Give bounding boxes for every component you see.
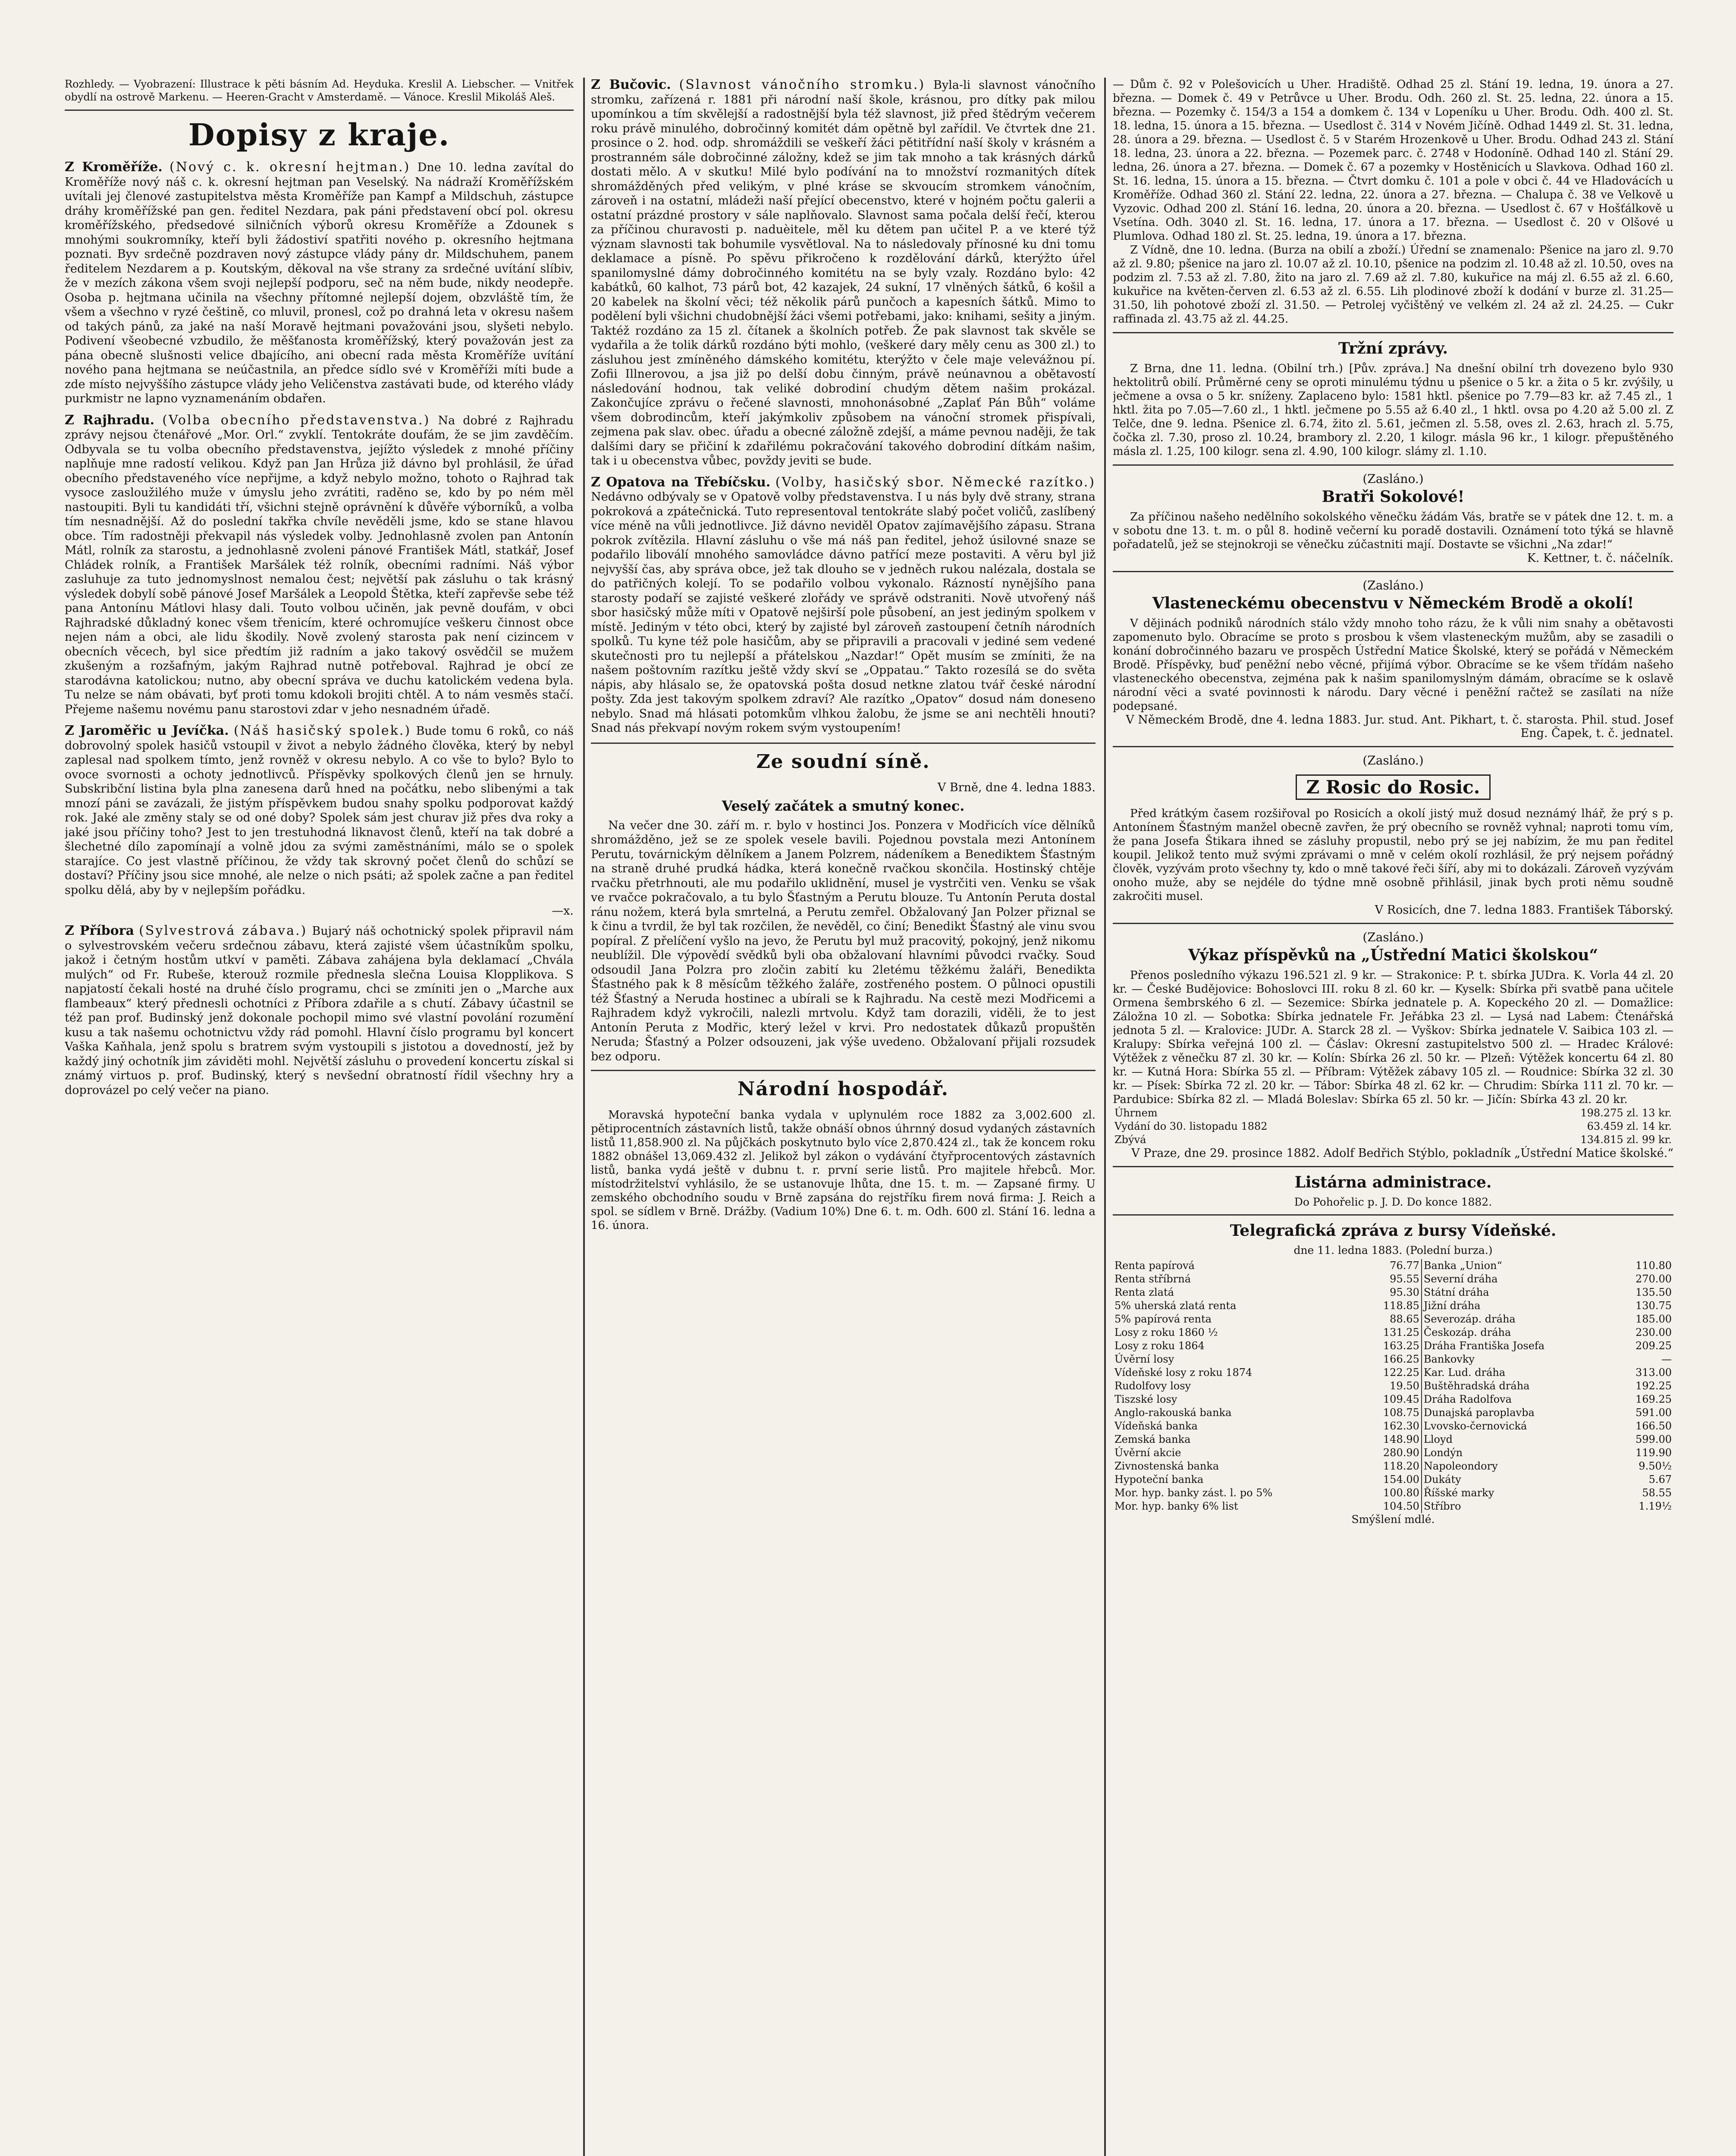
bourse-value: 9.50½ <box>1639 1460 1672 1472</box>
bourse-row <box>1113 1272 1673 1286</box>
section-heading-economy: Národní hospodář. <box>737 1078 949 1100</box>
divider <box>1113 923 1673 924</box>
bourse-value: 19.50 <box>1390 1380 1419 1392</box>
contents-line: Rozhledy. — Vyobrazení: Illustrace k pěti básním Ad. Heyduka. Kreslil A. Liebscher. — Vnitřek obydlí na ostrově Markenu. — Heeren-Gracht v Amsterdamě. — Vánoce. Kreslil Mikoláš Aleš. <box>65 78 574 103</box>
bourse-row <box>1113 1420 1673 1433</box>
bourse-name: Hypoteční banka <box>1114 1473 1204 1485</box>
section-heading-listarna: Listárna administrace. <box>1294 1173 1492 1191</box>
bourse-name: Vídeňské losy z roku 1874 <box>1114 1366 1253 1379</box>
zaslano-label: (Zasláno.) <box>1362 930 1424 944</box>
notice-text: Před krátkým časem rozšiřoval po Rosicích a okolí jistý muž dosud neznámý lhář, že prý s p. Antonínem Šťastným manžel obecně zavřen, že prý obecního se rovněž vyhnal; naproti tomu vím, že pana Josefa Štikara ihned se zásluhy propustil, nebo prý se jej nabízim, že mu pan ředitel koupil. Jelikož tento muž svými zprávami o mně v celém okolí rozhlásil, že prý nejsem pořádný člověk, vyzývám proto všechny ty, kdo o mně takové řeči šíří, aby mi to dokázali. Zároveň vyzývám onoho muže, aby se nejdéle do týdne mně osobně přihlásil, jinak bych proti němu soudně zakročiti musel. <box>1113 807 1673 903</box>
total-value: 63.459 zl. 14 kr. <box>1587 1120 1672 1132</box>
bourse-name: Tiszské losy <box>1114 1393 1177 1405</box>
bourse-name: Severozáp. dráha <box>1422 1313 1613 1326</box>
divider <box>591 1070 1096 1071</box>
article-bucovice <box>591 78 1096 468</box>
bourse-value: 5.67 <box>1648 1473 1672 1485</box>
bourse-value: 162.30 <box>1383 1420 1419 1432</box>
bourse-date: dne 11. ledna 1883. (Polední burza.) <box>1293 1244 1493 1257</box>
total-label: Vydání do 30. listopadu 1882 <box>1114 1120 1268 1132</box>
total-value: 198.275 zl. 13 kr. <box>1580 1107 1672 1119</box>
total-row <box>1113 1106 1673 1120</box>
bourse-value: 192.25 <box>1636 1380 1672 1392</box>
article-text: Bujarý náš ochotnický spolek připravil nám o sylvestrovském večeru srdečnou zábavu, která zajisté všem účastníkům spolku, jakož i četným hostům utkví v paměti. Zábava zahájena byla deklamací „Chvála mulých“ od Fr. Rubeše, kterouž rozmile přednesla slečna Louisa Klopplikova. S napjatostí čekali hosté na druhé číslo programu, chci se zmíniti jen o „Marche aux flambeaux“ který přednesli ochotníci z Příbora zdařile a s chutí. Zábavy účastnil se též pan prof. Budinský jenž dokonale pochopil mimo své vlastní povolání rozumění kusu a tak našemu ochotnictvu vždy rád pomohl. Hlavní číslo programu byl koncert Vaška Kaňhala, jenž spolu s bratrem svým vystoupili s jistotou a dovedností, jež by každý jiný ochotník jim záviděti mohl. Největší zásluhu o provedení koncertu získal si známý virtuos p. prof. Budinský, který s nevšední obratností řídil všechny hry a doprovázel po celý večer na piano. <box>65 924 574 1097</box>
bourse-name: Vídeňská banka <box>1114 1420 1198 1432</box>
bourse-value: 166.50 <box>1636 1420 1672 1432</box>
bourse-value: 270.00 <box>1636 1273 1672 1285</box>
total-label: Zbývá <box>1114 1134 1146 1146</box>
bourse-value: 209.25 <box>1636 1340 1672 1352</box>
notice-title: Bratři Sokolové! <box>1322 488 1465 506</box>
bourse-value: 185.00 <box>1636 1313 1672 1325</box>
bourse-name: Anglo-rakouská banka <box>1114 1407 1232 1419</box>
bourse-name: Banka „Union“ <box>1422 1259 1613 1272</box>
bourse-name: Státní dráha <box>1422 1286 1613 1299</box>
article-subtitle: (Volby, hasičský sbor. Německé razítko.) <box>775 474 1096 490</box>
divider <box>1113 464 1673 466</box>
bourse-row <box>1113 1326 1673 1339</box>
article-title: Z Kroměříže. <box>65 160 163 175</box>
bourse-value: 122.25 <box>1383 1366 1419 1379</box>
zaslano-label: (Zasláno.) <box>1362 472 1424 486</box>
bourse-value: 100.80 <box>1383 1487 1419 1499</box>
bourse-name: Úvěrní losy <box>1114 1353 1174 1365</box>
bourse-value: 95.30 <box>1390 1286 1419 1298</box>
notice-title: Vlasteneckému obecenstvu v Německém Brodě a okolí! <box>1152 594 1634 612</box>
bourse-name: Severní dráha <box>1422 1272 1613 1286</box>
article-subtitle: (Sylvestrová zábava.) <box>139 923 308 938</box>
bourse-name: Stříbro <box>1422 1500 1613 1513</box>
notice-rosice <box>1113 753 1673 917</box>
divider <box>1113 332 1673 333</box>
bourse-row <box>1113 1460 1673 1473</box>
bourse-row <box>1113 1379 1673 1393</box>
bourse-value: 169.25 <box>1636 1393 1672 1405</box>
notice-matice <box>1113 930 1673 1160</box>
bourse-row <box>1113 1313 1673 1326</box>
bourse-name: Zemská banka <box>1114 1433 1191 1445</box>
article-title: Z Rajhradu. <box>65 412 155 428</box>
bourse-name: Dráha Radolfova <box>1422 1393 1613 1406</box>
bourse-value: 131.25 <box>1383 1326 1419 1338</box>
bourse-name: Říšské marky <box>1422 1486 1613 1500</box>
bourse-row <box>1113 1299 1673 1313</box>
bourse-name: Mor. hyp. banky 6% list <box>1114 1500 1238 1512</box>
divider <box>1113 571 1673 572</box>
column-rule <box>583 78 585 2156</box>
bourse-name: Renta zlatá <box>1114 1286 1174 1298</box>
article-text: Bude tomu 6 roků, co náš dobrovolný spolek hasičů vstoupil v život a nebylo žádného člověka, který by nebyl zaplesal nad spolkem tímto, jenž rovněž v okresu nebylo. A co vše to bylo? Bylo to ovoce svornosti a ochoty jednotlivců. Příspěvky spolkových členů jen se hrnuly. Subskribční listina byla plna zanesena darů hned na počátku, nebo slibenými a tak mnozí páni se zavázali, že jistým příspěvkem budou snahy spolku podporovat každý rok. Jaké ale změny staly se od oné doby? Spolek sám jest churav již přes dva roky a jaké jsou příčiny toho? Jest to jen trestuhodná liknavost členů, kteří na tak dobré a šlechetné dílo zapomínají a volně jdou za svými zaměstnáními, málo se o spolek starajíce. Co jest vlastně příčinou, že vždy tak skrovný počet členů do schůzí se dostaví? Příčiny jsou sice mnohé, ale nelze o nich psáti; až spolek začne a pan ředitel spolku dělá, aby by v nejlepším pořádku. <box>65 724 574 897</box>
bourse-name: Dunajská paroplavba <box>1422 1406 1613 1420</box>
notice-nemecky-brod <box>1113 578 1673 740</box>
article-rajhrad <box>65 413 574 717</box>
bourse-value: 109.45 <box>1383 1393 1419 1405</box>
bourse-name: Losy z roku 1860 ½ <box>1114 1326 1218 1338</box>
bourse-row <box>1113 1486 1673 1500</box>
article-subtitle: (Nový c. k. okresní hejtman.) <box>170 160 411 175</box>
bourse-footer: Smýšlení mdlé. <box>1351 1513 1435 1526</box>
zaslano-label: (Zasláno.) <box>1362 753 1424 768</box>
bourse-value: 280.90 <box>1383 1447 1419 1459</box>
bourse-value: 104.50 <box>1383 1500 1419 1512</box>
notice-signature: V Německém Brodě, dne 4. ledna 1883. Jur. stud. Ant. Pikhart, t. č. starosta. Phil. stud. Josef Eng. Čapek, t. č. jednatel. <box>1126 713 1673 740</box>
article-jaromerice <box>65 724 574 897</box>
article-subtitle: (Volba obecního představenstva.) <box>162 412 430 428</box>
article-subheading: Veselý začátek a smutný konec. <box>722 797 965 814</box>
article-text: Na dobré z Rajhradu zprávy nejsou čtenářové „Mor. Orl.“ zvyklí. Tentokráte doufám, že se jim zavděčím. Odbyvala se tu volba obecního představenstva, jejížto výsledek z mnohé příčiny naplňuje mne radostí velikou. Když pan Jan Hrůza již dávno byl prohlásil, že úřad obecního představeného více nepřijme, a když nebylo možno, tohoto o Rajhrad tak vysoce zasloužilého muže v úmyslu jeho zvrátiti, raděno se, kdo by po ném měl nastoupiti. Byli tu kandidáti tří, všichni stejně oprávnění k důvěře výborníků, a volba tím nesnadnější. Až do poslední takřka chvíle nevěděli jsme, kdo se stane hlavou obce. Tím radostněji překvapil nás výsledek volby. Jednohlasně zvolen pan Antonín Mátl, rolník za starostu, a jednohlasně zvoleni pánové František Mátl, statkář, Josef Chládek rolník, a František Maršálek též rolník, obecními radními. Náš výbor zasluhuje za tuto jednomyslnost nemalou čest; největší pak zásluhu o tak krásný výsledek dobylí sobě pánové Josef Maršálek a Leopold Štětka, kteří zapřevše sebe též pana Antonínu Mátlovi hlasy dali. Touto volbou učiněn, jak pevně doufám, v obci Rajhradské důkladný konec všem třenicím, které ochromujíce veškeru činnost obce nejen nám a obci, ale lidu škodily. Nově zvolený starosta pak není cizincem v obecních věcech, byl sice předtím již radním a jako takový osvědčil se mužem zkušeným a rozšafným, jakým Rajhrad nutně potřeboval. Rajhrad je obcí ze starodávna katolickou; nutno, aby obecní správa ve duchu katolickém vedena byla. Tu nelze se nám obávati, byť proti tomu kdokoli brojiti chtěl. A to nám vesměs stačí. Přejeme našemu novému panu starostovi zdar v jeho nesnadném úřadě. <box>65 414 574 716</box>
bourse-value: 163.25 <box>1383 1340 1419 1352</box>
section-heading-court: Ze soudní síně. <box>756 750 930 773</box>
bourse-name: Renta papírová <box>1114 1260 1195 1272</box>
notice-text: Přenos posledního výkazu 196.521 zl. 9 kr. — Strakonice: P. t. sbírka JUDra. K. Vorla 44 zl. 20 kr. — České Budějovice: Bohoslovci III. roku 8 zl. 60 kr. — Kyselk: Sbírka při svatbě pana učitele Ormena šembrského 6 zl. — Sezemice: Sbírka jednatele p. A. Kopeckého 20 zl. — Domažlice: Záložna 10 zl. — Sobotka: Sbírka jednatele Fr. Jeřábka 23 zl. — Lysá nad Labem: Čtenářská jednota 5 zl. — Kralovice: JUDr. A. Starck 28 zl. — Vyškov: Sbírka jednatele V. Saibica 103 zl. — Kralupy: Sbírka veřejná 100 zl. — Čáslav: Okresní zastupitelstvo 500 zl. — Hradec Králové: Výtěžek z věnečku 87 zl. 30 kr. — Kolín: Sbírka 26 zl. 50 kr. — Plzeň: Výtěžek koncertu 64 zl. 80 kr. — Kutná Hora: Sbírka 55 zl. — Příbram: Výtěžek zábavy 105 zl. — Roudnice: Sbírka 32 zl. 30 kr. — Písek: Sbírka 72 zl. 20 kr. — Tábor: Sbírka 48 zl. 62 kr. — Chrudim: Sbírka 111 zl. 70 kr. — Pardubice: Sbírka 82 zl. — Mladá Boleslav: Sbírka 65 zl. 50 kr. — Jičín: Sbírka 43 zl. 20 kr. <box>1113 969 1673 1106</box>
column-rule <box>1104 78 1106 2156</box>
total-label: Úhrnem <box>1114 1107 1158 1119</box>
notice-text: V dějinách podniků národních stálo vždy mnoho toho rázu, že k vůli nim snahy a obětavosti zapomenuto bylo. Obracíme se proto s prosbou k všem vlasteneckým mužům, aby se zasadili o konání dobročinného bazaru ve prospěch Ústřední Matice Školské, který se pořádá v Německém Brodě. Příspěvky, buď peněžní nebo věcné, přijímá výbor. Obracíme se ke všem třídám našeho vlasteneckého obecenstva, zejména pak k našim spanilomyslným dámám, obracíme se k oslavě národní věci a svaté povinnosti k národu. Dary věcné i peněžní račtež se zasílati na níže podepsané. <box>1113 617 1673 713</box>
article-title: Z Bučovic. <box>591 78 671 92</box>
bourse-value: 166.25 <box>1383 1353 1419 1365</box>
total-row <box>1113 1133 1673 1147</box>
bourse-row <box>1113 1406 1673 1420</box>
bourse-value: 135.50 <box>1636 1286 1672 1298</box>
bourse-name: Bankovky <box>1422 1353 1613 1366</box>
bourse-value: 313.00 <box>1636 1366 1672 1379</box>
bourse-name: Londýn <box>1422 1446 1613 1460</box>
dateline: V Brně, dne 4. ledna 1883. <box>937 780 1096 794</box>
bourse-row <box>1113 1393 1673 1406</box>
divider <box>1113 1166 1673 1167</box>
bourse-value: 599.00 <box>1636 1433 1672 1445</box>
bourse-name: Buštěhradská dráha <box>1422 1379 1613 1393</box>
bourse-name: Zivnostenská banka <box>1114 1460 1219 1472</box>
bourse-name: Kar. Lud. dráha <box>1422 1366 1613 1379</box>
bourse-row <box>1113 1500 1673 1513</box>
bourse-row <box>1113 1286 1673 1299</box>
bourse-value: 95.55 <box>1390 1273 1419 1285</box>
article-text: Byla-li slavnost vánočního stromku, zařízená r. 1881 při národní naší škole, krásnou, pro dítky pak milou upomínkou a tím skvělejší a radostnější byla též slavnost, již před štědrým večerem roku právě minulého, dobročinný komitét dám opětně byl zařídil. Ve čtvrtek dne 21. prosince o 2. hod. odp. shromáždili se veškeří žáci pětitřídní naší školy v krásném a prostranném sále dobročinné záložny, kdež se jim tak mnoho a tak krásných dárků dostati mělo. A v skutku! Milé bylo podívání na to množství rozmanitých dítek shromážděných před velikým, v plné kráse se skvoucím stromkem vánočním, zároveň i na ostatní, mládeži naší přející obecenstvo, které v hojném počtu galerii a ostatní prázdné prostory v sále naplňovalo. Slavnost sama počala delší řečí, kterou za příčinou churavosti p. naduèitele, měl ku dětem pan učitel P. a ve které týž význam slavnosti tak bohumile vysvětloval. Na to následovaly přínosné ku dni tomu deklamace a písně. Po spěvu přikročeno k rozdělování dárků, kterýžto úřel spanilomyslné dámy dobročinného komitétu na se byly vzaly. Rozdáno bylo: 42 kabátků, 60 kalhot, 73 párů bot, 42 kazajek, 24 sukní, 17 vlněných šátků, 6 košil a 20 kabelek na školní věci; též několik párů punčoch a kapesních šátků. Mimo to podělení byli všichni chudobnější žáci všemi potřebami, jako: knihami, sešity a jiným. Taktéž rozdáno za 15 zl. čítanek a školních potřeb. Že pak slavnost tak skvěle se vydařila a že tolik dárků rozdáno býti mohlo, (veškeré dary měly cenu as 300 zl.) to zásluhou jest zmíněného dámského komitétu, kterýžto v čele maje velevážnou pí. Zofii Illnerovou, a jsa již po delší dobu činným, právě neúnavnou a obětavostí následování hodnou, tak veliké dobrodiní chudým dětem našim prokázal. Zakončujíce zprávu o řečené slavnosti, mnohonásobné „Zaplať Pán Bůh“ voláme všem dobrodincům, kteří jakýmkoliv způsobem na vánoční stromek přispívali, zejmena pak slav. obec. úřadu a obecné záložně zdejší, a máme pevnou naději, že tak dalšími dary se přičiní k zdařilému pokračování takového dobrodiní dítkám našim, tak i u obecenstva vůbec, povždy jeviti se bude. <box>591 78 1096 467</box>
bourse-row <box>1113 1446 1673 1460</box>
article-subtitle: (Náš hasičský spolek.) <box>234 723 411 738</box>
notice-title: Výkaz příspěvků na „Ústřední Matici školskou“ <box>1188 946 1598 964</box>
notice-signature: K. Kettner, t. č. náčelník. <box>1527 552 1673 565</box>
divider <box>1113 746 1673 747</box>
article-text: Nedávno odbývaly se v Opatově volby představenstva. I u nás byly dvě strany, strana pokroková a zpátečnická. Tuto representoval tentokráte slabý počet voličů, zaslíbený více méně na vůli jednotlivce. Již dávno neviděl Opatov zajímavějšího zápasu. Strana pokrok zvítězila. Hlavní zásluhu o vše má náš pan ředitel, jehož úsilovné snaze se podařilo liboválí mnohého samovládce dávno patřící meze postaviti. A věru byl již nejvyšší čas, aby správa obce, jež tak dlouho se v jedněch rukou nalézala, dostala se do patřičných kolejí. To se podařilo volbou vykonalo. Rázností nynějšího pana starosty podaří se zajisté veškeré zlořády ve správě odstraniti. Nově utvořený náš sbor hasičský může míti v Opatově nejširší pole působení, an jest jediným spolkem v místě. Jediným v této obci, který by zajisté byl zároveň zastoupení četníh národních spolků. Tu kyne též pole hasičům, aby se připravili a pracovali v jediné sem vedené skutečnosti pro tu nejlepší a přátelskou „Nazdar!“ Opět musím se zmíniti, že na našem poštovním razítku ještě vždy skví se „Oppatau.“ Takto rozesílá se do světa nápis, aby hlásalo se, že opatovská pošta dosud netkne zlatou tvář české národní pošty. Zda jest takovým spolkem zdraví? Ale razítko „Opatov“ dosud nám doneseno nebylo. Snad má hlásati potomkům vlhkou žalobu, že jsme se ani nechtěli hnouti? Snad nás překvapí novým rokem svým vystoupením! <box>591 490 1096 735</box>
bourse-row <box>1113 1433 1673 1446</box>
listarna-text: Do Pohořelic p. J. D. Do konce 1882. <box>1294 1196 1492 1208</box>
bourse-name: Dráha Františka Josefa <box>1422 1339 1613 1353</box>
divider <box>65 110 574 111</box>
article-text: Dne 10. ledna zavítal do Kroměříže nový náš c. k. okresní hejtman pan Veselský. Na nádraží Kroměřížském uvítali jej členové zastupitelstva města Kroměříže pan Kampf a Mildschuh, zástupce dráhy kroměřížské pan gen. ředitel Nezdara, pak páni představení obcí pol. okresu kroměřížského, předsedové silničních výborů okresu Kroměříže a Zdounek s mnohými soukromníky, kteří byli žádostiví spatřiti nového p. okresního hejtmana poznati. Byv srdečně pozdraven nový zástupce vlády pány dr. Mildschuhem, panem ředitelem Nezdarem a p. Koutským, děkoval na vše strany za srdečné uvítání slíbiv, že v mezích zákona všem svoji nejlepší podporu, seč na něm bude, nikdy neodepře. Osoba p. hejtmana učinila na všechny přítomné nejlepší dojem, obzvláště tím, že všem a všechno v ryzé češtině, co mluvil, pronesl, což po drahná leta v okresu našem od takých pánů, za jaké na naší Moravě hejtmani považováni jsou, slyšeti nebylo. Podivení všeobecné vzbudilo, že měšťanosta kroměřížský, který považován jest za pána obecně slušnosti velice dbajícího, ani obecní rada města Kroměříže uvítání nového pana hejtmana se neúčastnila, an předce sídlo své v Kroměříži míti bude a zde místo nejvyššího zástupce vlády jeho Veličenstva zastávati bude, od kterého vlády purkmistr ne lapno vyznamenáním obdařen. <box>65 161 574 405</box>
notice-signature: V Rosicích, dne 7. ledna 1883. František Táborský. <box>1375 903 1673 917</box>
bourse-value: — <box>1661 1353 1672 1365</box>
bourse-name: Napoleondory <box>1422 1460 1613 1473</box>
bourse-value: 130.75 <box>1636 1300 1672 1312</box>
bourse-name: Českozáp. dráha <box>1422 1326 1613 1339</box>
section-heading-dopisy: Dopisy z kraje. <box>188 117 450 153</box>
bourse-table <box>1113 1259 1673 1513</box>
bourse-value: 118.20 <box>1383 1460 1419 1472</box>
bourse-value: 110.80 <box>1636 1260 1672 1272</box>
article-text: Moravská hypoteční banka vydala v uplynulém roce 1882 za 3,002.600 zl. pětiprocentních zástavních listů, takže obnáší obnos úhrnný dosud vydaných zástavních listů 11,858.900 zl. Na půjčkách poskytnuto bylo více 2,870.424 zl., tak že koncem roku 1882 obnášel 13,069.432 zl. Jelikož byl zákon o vydávání čtyřprocentových zástavních listů, banka vydá ještě v dubnu t. r. první serie listů. Pro majitele hřebců. Mor. místodržitelství vyhlásilo, že se ustanovuje lhůta, dne 15. t. m. — Zapsané firmy. U zemského obchodního soudu v Brně zapsána do rejstříku firem nová firma: J. Reich a spol. se sídlem v Brně. Drážby. (Vadium 10%) Dne 6. t. m. Odh. 600 zl. Stání 16. ledna a 16. února. <box>591 1109 1096 1232</box>
article-opatov <box>591 475 1096 736</box>
bourse-name: 5% uherská zlatá renta <box>1114 1300 1237 1312</box>
article-subtitle: (Slavnost vánočního stromku.) <box>679 78 926 92</box>
divider <box>591 743 1096 744</box>
bourse-row <box>1113 1353 1673 1366</box>
bourse-name: Rudolfovy losy <box>1114 1380 1191 1392</box>
article-title: Z Opatova na Třebíčsku. <box>591 474 771 490</box>
article-pribor <box>65 924 574 1097</box>
article-text: Na večer dne 30. září m. r. bylo v hostinci Jos. Ponzera v Modřicích více dělníků shromážděno, jež se ze spolek vesele bavili. Pojednou povstala mezi Antonínem Perutu, továrnickým dělníkem a Janem Polzrem, nádeníkem a Benediktem Šťastným na straně druhé prudká hádka, která konečně rvačkou skončila. Hostinský chtěje rvačku přetrhnouti, ale mu podařilo uklidnění, musel je vystrčiti ven. Venku se však ve rvačce pokračovalo, a tu bylo Šťastným a Perutu blouze. Tu Antonín Peruta dostal ránu nožem, která byla smrtelná, a Perutu zemřel. Obžalovaný Jan Polzer přiznal se k činu a tvrdil, že byl tak rozčilen, že nevěděl, co činí; Benedikt Šťastný ale vinu svou popíral. Z přelíčení vyšlo na jevo, že Perutu byl muž pracovitý, pokojný, jenž nikomu neublížil. Dle výpovědí svědků byli oba obžalovaní hlavními původci rvačky. Soud odsoudil Jana Polzra pro zločin zabití ku 2letému těžkému žaláři, Benedikta Šťastného pak k 8 měsícům těžkého žaláře, zostřeného postem. O půlnoci opustili též Šťastný a Neruda hostinec a ubírali se k Rajhradu. Na cestě mezi Modřicemi a Rajhradem když vykročili, nalezli mrtvolu. Když tam dorazili, viděli, že to jest Antonín Peruta z Modřic, který ležel v krvi. Pro nedostatek důkazů propuštěn Neruda; Šťastný a Polzer odsouzeni, jak výše uvedeno. Obžalovaní přijali rozsudek bez odporu. <box>591 818 1096 1063</box>
notice-title: Z Rosic do Rosic. <box>1296 774 1491 800</box>
notice-sokol <box>1113 472 1673 565</box>
vienna-markets: Z Vídně, dne 10. ledna. (Burza na obilí a zboží.) Úřední se znamenalo: Pšenice na jaro zl. 9.70 až zl. 9.80; pšenice na jaro zl. 10.07 až zl. 10.10, pšenice na podzim zl. 10.48 až zl. 10.50, oves na podzim zl. 7.53 až zl. 7.80, žito na jaro zl. 7.69 až zl. 7.80, kukuřice na máj zl. 6.55 až zl. 6.60, kukuřice na květen-červen zl. 6.53 až zl. 6.55. Lih plodinové zboží k dodání v burze zl. 31.25—31.50, lih pohotové zboží zl. 31.50. — Petrolej vyčištěný ve velkém zl. 24 až zl. 24.25. — Cukr raffinada zl. 43.75 až zl. 44.25. <box>1113 244 1673 326</box>
bourse-name: Úvěrní akcie <box>1114 1447 1181 1459</box>
total-value: 134.815 zl. 99 kr. <box>1580 1134 1672 1146</box>
estate-auctions: — Dům č. 92 v Polešovicích u Uher. Hradiště. Odhad 25 zl. Stání 19. ledna, 19. února a 27. března. — Domek č. 49 v Petrůvce u Uher. Brodu. Odh. 260 zl. St. 25. ledna, 22. února a 15. března. — Pozemky č. 154/3 a 154 a domkem č. 134 v Lopeníku u Uher. Brodu. Odh. 400 zl. St. 18. ledna, 15. února a 15. března. — Usedlost č. 314 v Novém Jičíně. Odhad 1449 zl. St. 31. ledna, 28. února a 29. března. — Usedlost č. 5 v Starém Hrozenkově u Uher. Brodu. Odhad 243 zl. Stání 18. ledna, 23. února a 22. března. — Pozemek parc. č. 2748 v Hodoníně. Odhad 140 zl. Stání 29. ledna, 26. února a 27. března. — Domek č. 67 a pozemky v Hostěnicích u Slavkova. Odhad 160 zl. St. 16. ledna, 15. února a 15. března. — Čtvrt domku č. 101 a pole v obci č. 44 ve Hladovácích u Kroměříže. Odhad 360 zl. Stání 22. ledna, 22. února a 27. března. — Chalupa č. 38 ve Velkově u Vyzovic. Odhad 200 zl. Stání 16. ledna, 20. února a 20. března. — Usedlost č. 67 v Hošťálkově u Vsetína. Odh. 3040 zl. St. 16. ledna, 17. února a 17. března. — Usedlost č. 20 v Olšové u Plumlova. Odhad 180 zl. St. 25. ledna, 19. února a 17. března. <box>1113 78 1673 243</box>
bourse-name: Mor. hyp. banky zást. l. po 5% <box>1114 1487 1273 1499</box>
section-heading-bourse: Telegrafická zpráva z bursy Vídeňské. <box>1230 1222 1557 1240</box>
bourse-value: 119.90 <box>1636 1447 1672 1459</box>
section-heading-markets: Tržní zprávy. <box>1338 339 1448 357</box>
notice-text: Za příčinou našeho nedělního sokolského věnečku žádám Vás, bratře se v pátek dne 12. t. m. a v sobotu dne 13. t. m. o půl 8. hodině večerní ku poradě dostavili. Oznámení toto týká se hlavně pořadatelů, jež se stejnokroji se věnečku zúčastniti mají. Dostavte se všichni „Na zdar!“ <box>1113 511 1673 551</box>
column-left <box>65 78 574 2156</box>
bourse-row <box>1113 1259 1673 1272</box>
bourse-value: 88.65 <box>1390 1313 1419 1325</box>
bourse-value: 76.77 <box>1390 1260 1419 1272</box>
bourse-name: Renta stříbrná <box>1114 1273 1191 1285</box>
bourse-row <box>1113 1339 1673 1353</box>
bourse-value: 148.90 <box>1383 1433 1419 1445</box>
bourse-row <box>1113 1473 1673 1486</box>
bourse-row <box>1113 1366 1673 1379</box>
bourse-value: 230.00 <box>1636 1326 1672 1338</box>
bourse-name: 5% papírová renta <box>1114 1313 1212 1325</box>
article-title: Z Jaroměřic u Jevíčka. <box>65 723 229 738</box>
matice-totals <box>1113 1106 1673 1147</box>
bourse-name: Jižní dráha <box>1422 1299 1613 1313</box>
notice-signature: V Praze, dne 29. prosince 1882. Adolf Bedřich Stýblo, pokladník „Ústřední Matice školské.“ <box>1131 1147 1673 1160</box>
bourse-value: 1.19½ <box>1639 1500 1672 1512</box>
bourse-value: 591.00 <box>1636 1407 1672 1419</box>
total-row <box>1113 1120 1673 1133</box>
bourse-name: Losy z roku 1864 <box>1114 1340 1205 1352</box>
bourse-value: 108.75 <box>1383 1407 1419 1419</box>
bourse-value: 118.85 <box>1383 1300 1419 1312</box>
signature: —x. <box>552 904 574 918</box>
column-middle <box>591 78 1096 2156</box>
market-reports: Z Brna, dne 11. ledna. (Obilní trh.) [Pův. zpráva.] Na dnešní obilní trh dovezeno bylo 930 hektolitrů obilí. Průměrné ceny se oproti minulému týdnu u pšenice o 5 kr. a žita o 5 kr. zvýšily, u ječmene a ovsa o 5 kr. sníženy. Zaplaceno bylo: 1581 hktl. pšenice po 7.79—83 kr. až 7.45 zl., 1 hktl. žita po 7.05—7.60 zl., 1 hktl. ječmene po 5.55 až 6.40 zl., 1 hktl. ovsa po 4.20 až 5.00 zl. Z Telče, dne 9. ledna. Pšenice zl. 6.74, žito zl. 5.61, ječmen zl. 5.58, oves zl. 2.63, hrach zl. 5.75, čočka zl. 7.30, proso zl. 10.24, brambory zl. 2.20, 1 kilogr. másla 96 kr., 1 kilogr. přepuštěného másla zl. 1.25, 100 kilogr. sena zl. 4.90, 100 kilogr. slámy zl. 1.10. <box>1113 362 1673 458</box>
divider <box>1113 1214 1673 1216</box>
article-title: Z Příbora <box>65 923 134 938</box>
zaslano-label: (Zasláno.) <box>1362 578 1424 592</box>
bourse-value: 154.00 <box>1383 1473 1419 1485</box>
bourse-value: 58.55 <box>1642 1487 1672 1499</box>
column-right <box>1113 78 1673 2156</box>
article-kromeriz <box>65 160 574 406</box>
bourse-name: Lloyd <box>1422 1433 1613 1446</box>
bourse-name: Dukáty <box>1422 1473 1613 1486</box>
bourse-name: Lvovsko-černovická <box>1422 1420 1613 1433</box>
